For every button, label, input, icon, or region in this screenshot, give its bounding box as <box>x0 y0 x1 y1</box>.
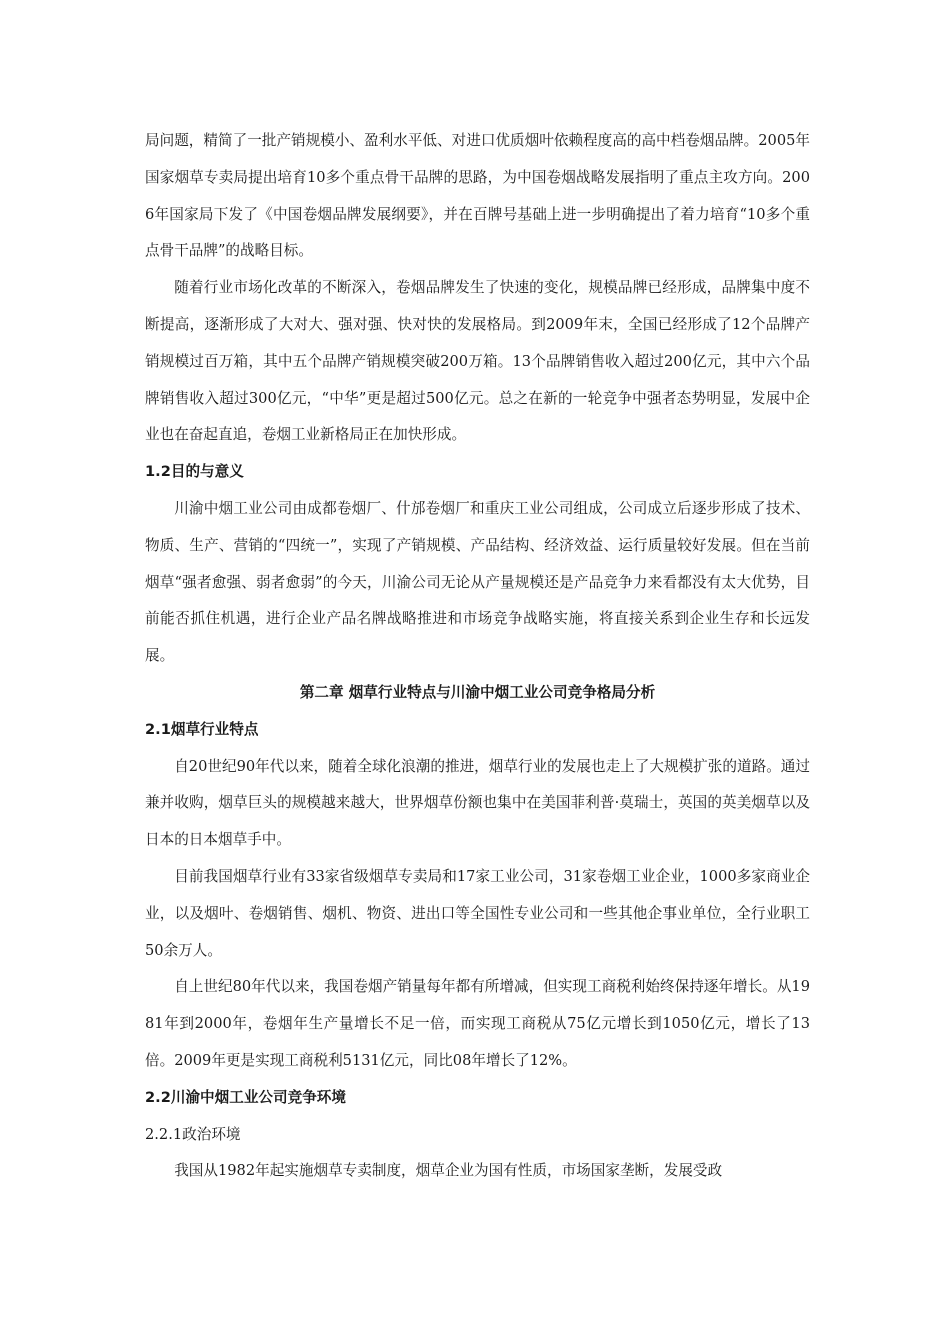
paragraph-brand-concentration: 随着行业市场化改革的不断深入，卷烟品牌发生了快速的变化，规模品牌已经形成，品牌集中度不断提高，逐渐形成了大对大、强对强、快对快的发展格局。到2009年末，全国已经形成了12个品牌产销规模过百万箱，其中五个品牌产销规模突破200万箱。13个品牌销售收入超过200亿元，其中六个品牌销售收入超过300亿元，“中华”更是超过500亿元。总之在新的一轮竞争中强者态势明显，发展中企业也在奋起直追，卷烟工业新格局正在加快形成。 <box>145 279 810 444</box>
section-heading-2-2: 2.2川渝中烟工业公司竞争环境 <box>145 1088 346 1106</box>
section-heading-1-2: 1.2目的与意义 <box>145 463 244 481</box>
document-body <box>145 123 810 1190</box>
paragraph-company-overview: 川渝中烟工业公司由成都卷烟厂、什邡卷烟厂和重庆工业公司组成，公司成立后逐步形成了技术、物质、生产、营销的“四统一”，实现了产销规模、产品结构、经济效益、运行质量较好发展。但在当前烟草“强者愈强、弱者愈弱”的今天，川渝公司无论从产量规模还是产品竞争力来看都没有太大优势，目前能否抓住机遇，进行企业产品名牌战略推进和市场竞争战略实施，将直接关系到企业生存和长远发展。 <box>145 499 810 665</box>
paragraph-political-environment: 我国从1982年起实施烟草专卖制度，烟草企业为国有性质，市场国家垄断，发展受政 <box>174 1162 723 1180</box>
section-heading-2-1: 2.1烟草行业特点 <box>145 720 259 738</box>
paragraph-tax-growth: 自上世纪80年代以来，我国卷烟产销量每年都有所增减，但实现工商税利始终保持逐年增长。从1981年到2000年，卷烟年生产量增长不足一倍，而实现工商税从75亿元增长到1050亿元，增长了13倍。2009年更是实现工商税利5131亿元，同比08年增长了12%。 <box>145 978 810 1069</box>
paragraph-globalization: 自20世纪90年代以来，随着全球化浪潮的推进，烟草行业的发展也走上了大规模扩张的道路。通过兼并收购，烟草巨头的规模越来越大，世界烟草份额也集中在美国菲利普·莫瑞士，英国的英美烟草以及日本的日本烟草手中。 <box>145 757 810 849</box>
subsection-heading-2-2-1: 2.2.1政治环境 <box>145 1125 241 1143</box>
paragraph-brand-policy: 局问题，精简了一批产销规模小、盈利水平低、对进口优质烟叶依赖程度高的高中档卷烟品牌。2005年国家烟草专卖局提出培育10多个重点骨干品牌的思路，为中国卷烟战略发展指明了重点主攻方向。2006年国家局下发了《中国卷烟品牌发展纲要》，并在百牌号基础上进一步明确提出了着力培育“10多个重点骨干品牌”的战略目标。 <box>145 132 810 260</box>
chapter-title-2: 第二章 烟草行业特点与川渝中烟工业公司竞争格局分析 <box>299 683 656 701</box>
paragraph-industry-structure: 目前我国烟草行业有33家省级烟草专卖局和17家工业公司，31家卷烟工业企业，1000多家商业企业，以及烟叶、卷烟销售、烟机、物资、进出口等全国性专业公司和一些其他企事业单位，全行业职工50余万人。 <box>145 867 810 959</box>
